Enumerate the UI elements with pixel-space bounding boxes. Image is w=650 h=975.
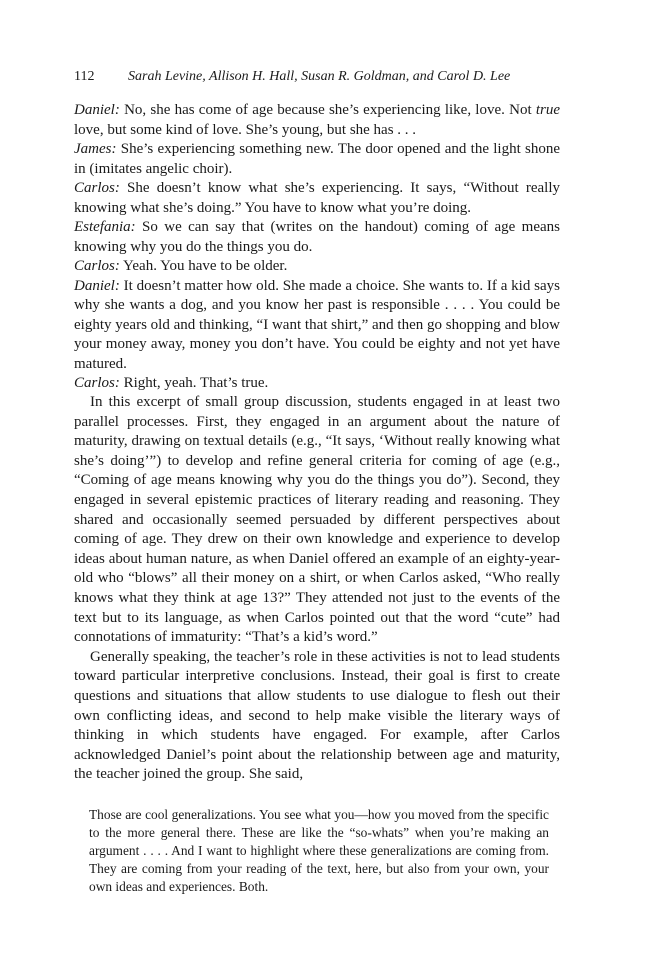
dialogue-turn — [74, 374, 560, 394]
block-quote-text: Those are cool generalizations. You see what you—how you moved from the specific to the more general there. These are like the “so-whats” when you’re making an argument . . . . And I want to highlight where these generalizations are coming from. They are coming from your reading of the text, here, but also from your own, your own ideas and experiences. Both. — [89, 807, 549, 894]
turn-text: Right, yeah. That’s true. — [123, 375, 269, 391]
speaker-name: Carlos: — [74, 258, 120, 274]
body-paragraph: Generally speaking, the teacher’s role in these activities is not to lead students toward particular interpretive conclusions. Instead, their goal is first to create questions and situations that allow students to use dialogue to flesh out their own conflicting ideas, and second to help make visible the literary ways of thinking in which students have engaged. For example, after Carlos acknowledged Daniel’s point about the relationship between age and maturity, the teacher joined the group. She said, — [74, 648, 560, 783]
page-number: 112 — [74, 69, 95, 84]
speaker-name: Carlos: — [74, 180, 120, 196]
dialogue-turn — [74, 257, 560, 277]
body-paragraph: In this excerpt of small group discussion, students engaged in at least two parallel processes. First, they engaged in an argument about the nature of maturity, drawing on textual details (e.g., “It says, ‘Without really knowing what she’s doing’”) to develop and refine general criteria for coming of age (e.g., “Coming of age means knowing why you do the things you do”). Second, they engaged in several epistemic practices of literary reading and reasoning. They shared and occasionally seemed persuaded by different perspectives about coming of age. They drew on their own knowledge and experience to develop ideas about human nature, as when Daniel offered an example of an eighty-year-old who “blows” all their money on a shirt, or when Carlos asked, “Who really knows what they think at age 13?” They attended not just to the events of the text but to its language, as when Carlos pointed out that the word “cute” had connotations of immaturity: “That’s a kid’s word.” — [74, 394, 560, 646]
body-text — [74, 393, 560, 785]
dialogue-transcript — [74, 101, 560, 394]
turn-text: It doesn’t matter how old. She made a choice. She wants to. If a kid says why she wants a dog, and you know her past is responsible . . . . You could be eighty years old and thinking, “I want that shirt,” and then go shopping and blow your money away, money you don’t have. You could be eighty and not yet have matured. — [74, 277, 560, 372]
emphasis-text: true — [535, 102, 561, 118]
speaker-name: Daniel: — [74, 277, 120, 294]
turn-text: Yeah. You have to be older. — [123, 258, 288, 274]
turn-text: She’s experiencing something new. The door opened and the light shone in (imitates angelic choir). — [74, 141, 561, 177]
speaker-name: Daniel: — [74, 102, 120, 118]
running-header — [74, 69, 510, 85]
turn-text: So we can say that (writes on the handout) coming of age means knowing why you do the things you do. — [74, 219, 561, 255]
dialogue-turn — [74, 179, 560, 218]
turn-text: No, she has come of age because she’s experiencing like, love. Not — [124, 102, 536, 118]
speaker-name: Estefania: — [74, 219, 136, 235]
speaker-name: James: — [74, 141, 117, 157]
running-header-authors: Sarah Levine, Allison H. Hall, Susan R. Goldman, and Carol D. Lee — [128, 69, 511, 84]
block-quote — [89, 806, 549, 896]
dialogue-turn — [74, 218, 560, 257]
turn-text: She doesn’t know what she’s experiencing. It says, “Without really knowing what she’s doing.” You have to know what you’re doing. — [74, 180, 561, 216]
dialogue-turn — [74, 101, 560, 140]
speaker-name: Carlos: — [74, 375, 120, 391]
dialogue-turn — [74, 277, 560, 375]
turn-text-continued: love, but some kind of love. She’s young, but she has . . . — [74, 121, 417, 138]
dialogue-turn — [74, 140, 560, 179]
